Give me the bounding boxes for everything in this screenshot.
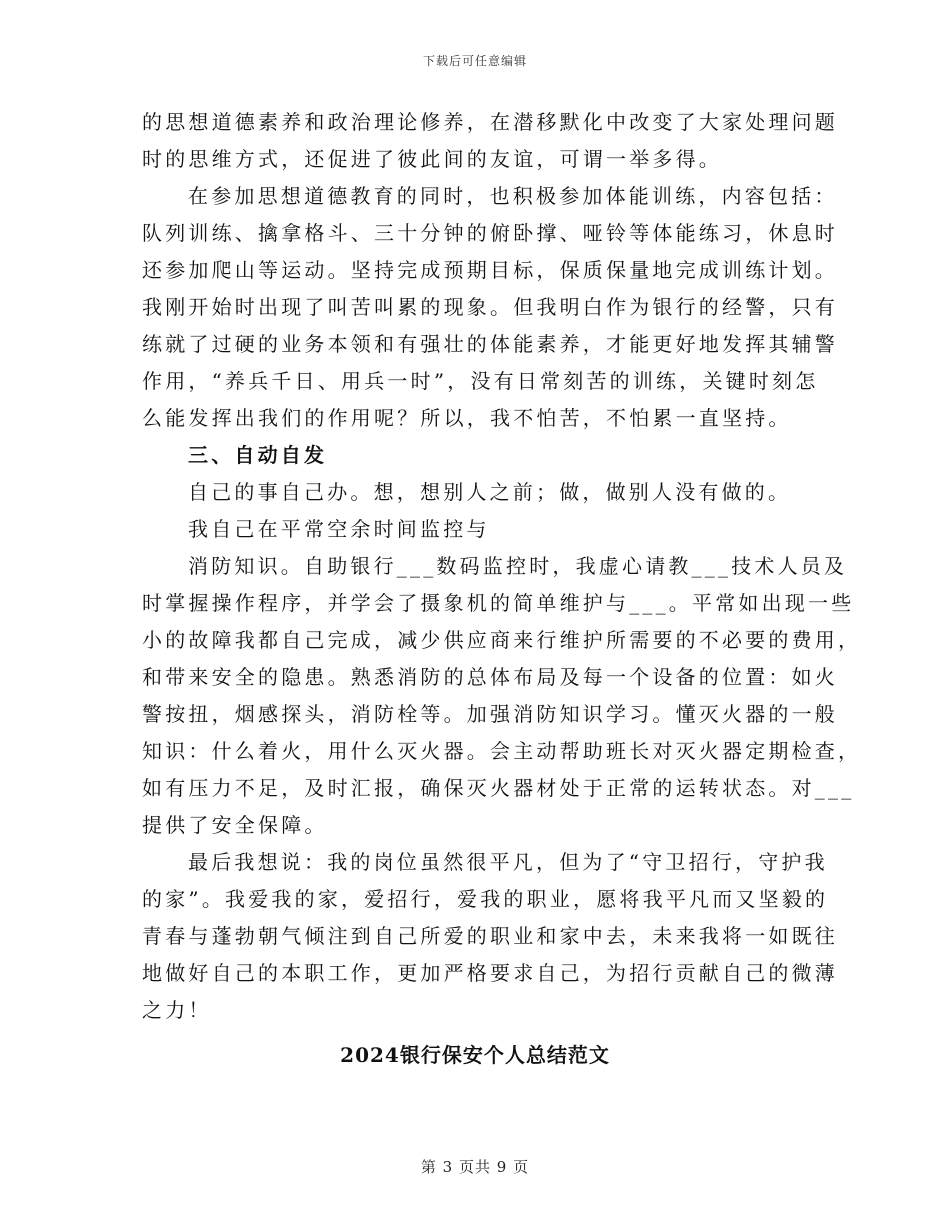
document-body bbox=[142, 104, 862, 1029]
body-text-line: 最后我想说：我的岗位虽然很平凡，但为了“守卫招行，守护我 bbox=[188, 850, 828, 874]
body-text-line: 练就了过硬的业务本领和有强壮的体能素养，才能更好地发挥其辅警 bbox=[142, 332, 838, 356]
body-text-line: 在参加思想道德教育的同时，也积极参加体能训练，内容包括： bbox=[188, 184, 838, 208]
body-text-line: 知识：什么着火，用什么灭火器。会主动帮助班长对灭火器定期检查， bbox=[142, 739, 862, 763]
body-text-line: 我刚开始时出现了叫苦叫累的现象。但我明白作为银行的经警，只有 bbox=[142, 295, 838, 319]
body-text-line: 提供了安全保障。 bbox=[142, 813, 328, 837]
body-text-line: 么能发挥出我们的作用呢？所以，我不怕苦，不怕累一直坚持。 bbox=[142, 406, 792, 430]
body-text-line: 还参加爬山等运动。坚持完成预期目标，保质保量地完成训练计划。 bbox=[142, 258, 838, 282]
body-text-line: 自己的事自己办。想，想别人之前；做，做别人没有做的。 bbox=[188, 480, 792, 504]
body-text-line: 队列训练、擒拿格斗、三十分钟的俯卧撑、哑铃等体能练习，休息时 bbox=[142, 221, 838, 245]
body-text-line: 时的思维方式，还促进了彼此间的友谊，可谓一举多得。 bbox=[142, 147, 722, 171]
body-text-line: 青春与蓬勃朝气倾注到自己所爱的职业和家中去，未来我将一如既往 bbox=[142, 924, 838, 948]
body-text-line: 时掌握操作程序，并学会了摄象机的简单维护与___。平常如出现一些 bbox=[142, 591, 855, 615]
body-text-line: 小的故障我都自己完成，减少供应商来行维护所需要的不必要的费用， bbox=[142, 628, 862, 652]
body-text-line: 的家”。我爱我的家，爱招行，爱我的职业，愿将我平凡而又坚毅的 bbox=[142, 887, 829, 911]
document-title: 2024银行保安个人总结范文 bbox=[340, 1043, 610, 1067]
body-text-line: 地做好自己的本职工作，更加严格要求自己，为招行贡献自己的微薄 bbox=[142, 961, 838, 985]
page-footer-number: 第 3 页共 9 页 bbox=[420, 1158, 530, 1176]
body-text-line: 之力！ bbox=[142, 998, 212, 1022]
body-text-line: 如有压力不足，及时汇报，确保灭火器材处于正常的运转状态。对___ bbox=[142, 776, 855, 800]
body-text-line: 和带来安全的隐患。熟悉消防的总体布局及每一个设备的位置：如火 bbox=[142, 665, 838, 689]
body-text-line: 作用，“养兵千日、用兵一时”，没有日常刻苦的训练，关键时刻怎 bbox=[142, 369, 819, 393]
body-text-line: 我自己在平常空余时间监控与 bbox=[188, 517, 490, 541]
page-header-note: 下载后可任意编辑 bbox=[422, 54, 527, 68]
body-text-line: 消防知识。自助银行___数码监控时，我虚心请教___技术人员及 bbox=[188, 554, 848, 578]
section-heading: 三、自动自发 bbox=[188, 443, 328, 467]
body-text-line: 警按扭，烟感探头，消防栓等。加强消防知识学习。懂灭火器的一般 bbox=[142, 702, 838, 726]
body-text-line: 的思想道德素养和政治理论修养，在潜移默化中改变了大家处理问题 bbox=[142, 110, 838, 134]
